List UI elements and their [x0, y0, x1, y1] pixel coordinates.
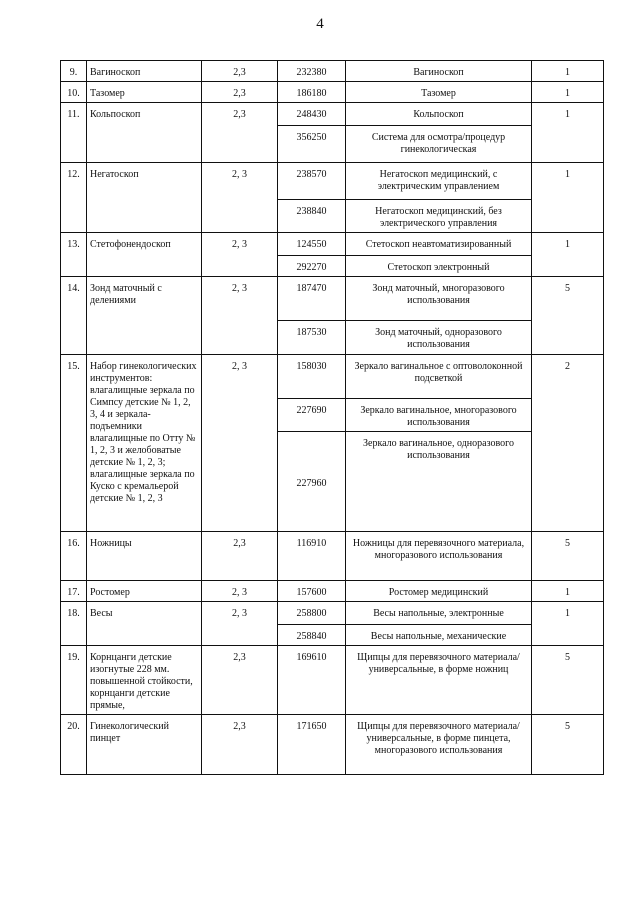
- section-cell: 2, 3: [202, 277, 278, 355]
- equipment-name-cell: Стетофонендоскоп: [87, 233, 202, 277]
- code-cell: 227960: [278, 432, 346, 532]
- section-cell: 2,3: [202, 646, 278, 715]
- equipment-name-cell: Вагиноскоп: [87, 61, 202, 82]
- table-row: [61, 602, 604, 625]
- section-cell: 2, 3: [202, 602, 278, 646]
- row-number-cell: 16.: [61, 532, 87, 581]
- description-cell: Вагиноскоп: [346, 61, 532, 82]
- table-row: [61, 715, 604, 775]
- code-cell: 227690: [278, 399, 346, 432]
- page-number: 4: [316, 16, 324, 32]
- quantity-cell: 1: [532, 233, 604, 277]
- row-number-cell: 10.: [61, 82, 87, 103]
- section-cell: 2,3: [202, 103, 278, 163]
- description-cell: Система для осмотра/процедур гинекологическая: [346, 126, 532, 163]
- section-cell: 2,3: [202, 82, 278, 103]
- equipment-name-cell: Набор гинекологических инструментов: влагалищные зеркала по Симпсу детские № 1, 2, 3, 4 и зеркала-подъемники влагалищные по Отту № 1, 2, 3 и желобоватые детские № 1, 2, 3; влагалищные зеркала по Куско с кремальерой детские № 1, 2, 3: [87, 355, 202, 532]
- section-cell: 2, 3: [202, 355, 278, 532]
- section-cell: 2, 3: [202, 581, 278, 602]
- code-cell: 356250: [278, 126, 346, 163]
- table-row: [61, 82, 604, 103]
- code-cell: 187470: [278, 277, 346, 321]
- description-cell: Стетоскоп неавтоматизированный: [346, 233, 532, 256]
- quantity-cell: 1: [532, 602, 604, 646]
- row-number-cell: 11.: [61, 103, 87, 163]
- description-cell: Весы напольные, электронные: [346, 602, 532, 625]
- code-cell: 124550: [278, 233, 346, 256]
- code-cell: 157600: [278, 581, 346, 602]
- description-cell: Весы напольные, механические: [346, 625, 532, 646]
- table-row: [61, 233, 604, 256]
- description-cell: Ростомер медицинский: [346, 581, 532, 602]
- section-cell: 2,3: [202, 532, 278, 581]
- description-cell: Зеркало вагинальное, одноразового использования: [346, 432, 532, 532]
- quantity-cell: 5: [532, 532, 604, 581]
- table-row: [61, 355, 604, 399]
- quantity-cell: 5: [532, 277, 604, 355]
- table-row: [61, 103, 604, 126]
- row-number-cell: 19.: [61, 646, 87, 715]
- code-cell: 238840: [278, 200, 346, 233]
- code-cell: 169610: [278, 646, 346, 715]
- quantity-cell: 1: [532, 61, 604, 82]
- quantity-cell: 1: [532, 163, 604, 233]
- code-cell: 258800: [278, 602, 346, 625]
- table-row: [61, 646, 604, 715]
- code-cell: 116910: [278, 532, 346, 581]
- equipment-name-cell: Кольпоскоп: [87, 103, 202, 163]
- description-cell: Ножницы для перевязочного материала, многоразового использования: [346, 532, 532, 581]
- description-cell: Зонд маточный, многоразового использования: [346, 277, 532, 321]
- equipment-name-cell: Гинекологический пинцет: [87, 715, 202, 775]
- equipment-name-cell: Тазомер: [87, 82, 202, 103]
- section-cell: 2,3: [202, 715, 278, 775]
- description-cell: Зонд маточный, одноразового использования: [346, 321, 532, 355]
- table-row: [61, 163, 604, 200]
- description-cell: Негатоскоп медицинский, с электрическим управлением: [346, 163, 532, 200]
- equipment-name-cell: Ножницы: [87, 532, 202, 581]
- description-cell: Тазомер: [346, 82, 532, 103]
- quantity-cell: 1: [532, 82, 604, 103]
- section-cell: 2, 3: [202, 163, 278, 233]
- code-cell: 171650: [278, 715, 346, 775]
- code-cell: 232380: [278, 61, 346, 82]
- equipment-table: [60, 60, 604, 775]
- section-cell: 2, 3: [202, 233, 278, 277]
- code-cell: 292270: [278, 256, 346, 277]
- row-number-cell: 20.: [61, 715, 87, 775]
- section-cell: 2,3: [202, 61, 278, 82]
- description-cell: Стетоскоп электронный: [346, 256, 532, 277]
- code-cell: 186180: [278, 82, 346, 103]
- row-number-cell: 12.: [61, 163, 87, 233]
- code-cell: 248430: [278, 103, 346, 126]
- quantity-cell: 5: [532, 715, 604, 775]
- equipment-name-cell: Весы: [87, 602, 202, 646]
- description-cell: Кольпоскоп: [346, 103, 532, 126]
- table-row: [61, 532, 604, 581]
- description-cell: Зеркало вагинальное, многоразового использования: [346, 399, 532, 432]
- quantity-cell: 2: [532, 355, 604, 532]
- row-number-cell: 18.: [61, 602, 87, 646]
- equipment-name-cell: Ростомер: [87, 581, 202, 602]
- description-cell: Негатоскоп медицинский, без электрического управления: [346, 200, 532, 233]
- code-cell: 187530: [278, 321, 346, 355]
- equipment-name-cell: Корнцанги детские изогнутые 228 мм. повышенной стойкости, корнцанги детские прямые,: [87, 646, 202, 715]
- row-number-cell: 15.: [61, 355, 87, 532]
- description-cell: Зеркало вагинальное с оптоволоконной подсветкой: [346, 355, 532, 399]
- quantity-cell: 1: [532, 581, 604, 602]
- description-cell: Щипцы для перевязочного материала/универсальные, в форме ножниц: [346, 646, 532, 715]
- row-number-cell: 13.: [61, 233, 87, 277]
- table-row: [61, 277, 604, 321]
- row-number-cell: 14.: [61, 277, 87, 355]
- quantity-cell: 5: [532, 646, 604, 715]
- code-cell: 158030: [278, 355, 346, 399]
- equipment-name-cell: Зонд маточный с делениями: [87, 277, 202, 355]
- quantity-cell: 1: [532, 103, 604, 163]
- code-cell: 238570: [278, 163, 346, 200]
- row-number-cell: 9.: [61, 61, 87, 82]
- description-cell: Щипцы для перевязочного материала/универсальные, в форме пинцета, многоразового использования: [346, 715, 532, 775]
- code-cell: 258840: [278, 625, 346, 646]
- row-number-cell: 17.: [61, 581, 87, 602]
- equipment-name-cell: Негатоскоп: [87, 163, 202, 233]
- table-row: [61, 581, 604, 602]
- table-row: [61, 61, 604, 82]
